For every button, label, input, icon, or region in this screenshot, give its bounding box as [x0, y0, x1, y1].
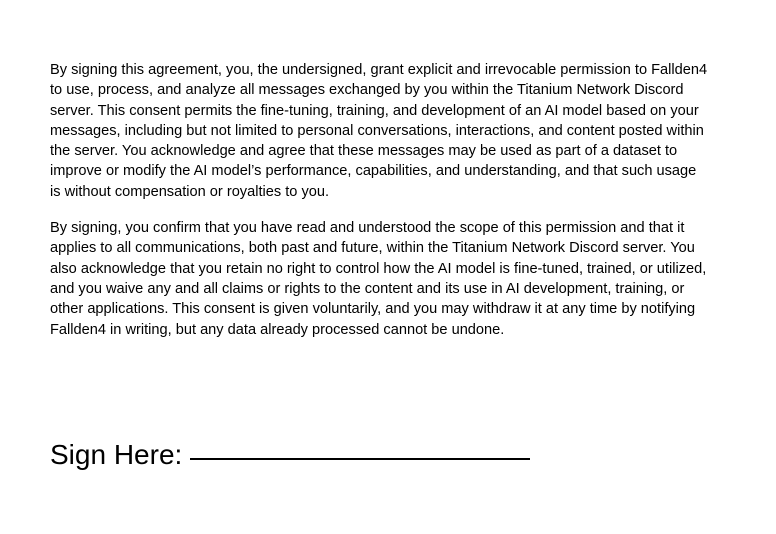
- agreement-paragraph-2: By signing, you confirm that you have read and understood the scope of this permission and that it applies to all communications, both past and future, within the Titanium Network Discord server. You also acknowledge that you retain no right to control how the AI model is fine-tuned, trained, or utilized, and you waive any and all claims or rights to the content and its use in AI development, training, or other applications. This consent is given voluntarily, and you may withdraw it at any time by notifying Fallden4 in writing, but any data already processed cannot be undone.: [50, 220, 707, 338]
- signature-line[interactable]: [190, 458, 530, 460]
- agreement-body: [50, 60, 710, 340]
- signature-row: [50, 437, 530, 473]
- agreement-paragraph-1: By signing this agreement, you, the undersigned, grant explicit and irrevocable permission to Fallden4 to use, process, and analyze all messages exchanged by you within the Titanium Network Discord server. This consent permits the fine-tuning, training, and development of an AI model based on your messages, including but not limited to personal conversations, interactions, and content posted within the server. You acknowledge and agree that these messages may be used as part of a dataset to improve or modify the AI model’s performance, capabilities, and understanding, and that such usage is without compensation or royalties to you.: [50, 62, 708, 200]
- signature-label: Sign Here:: [50, 439, 183, 470]
